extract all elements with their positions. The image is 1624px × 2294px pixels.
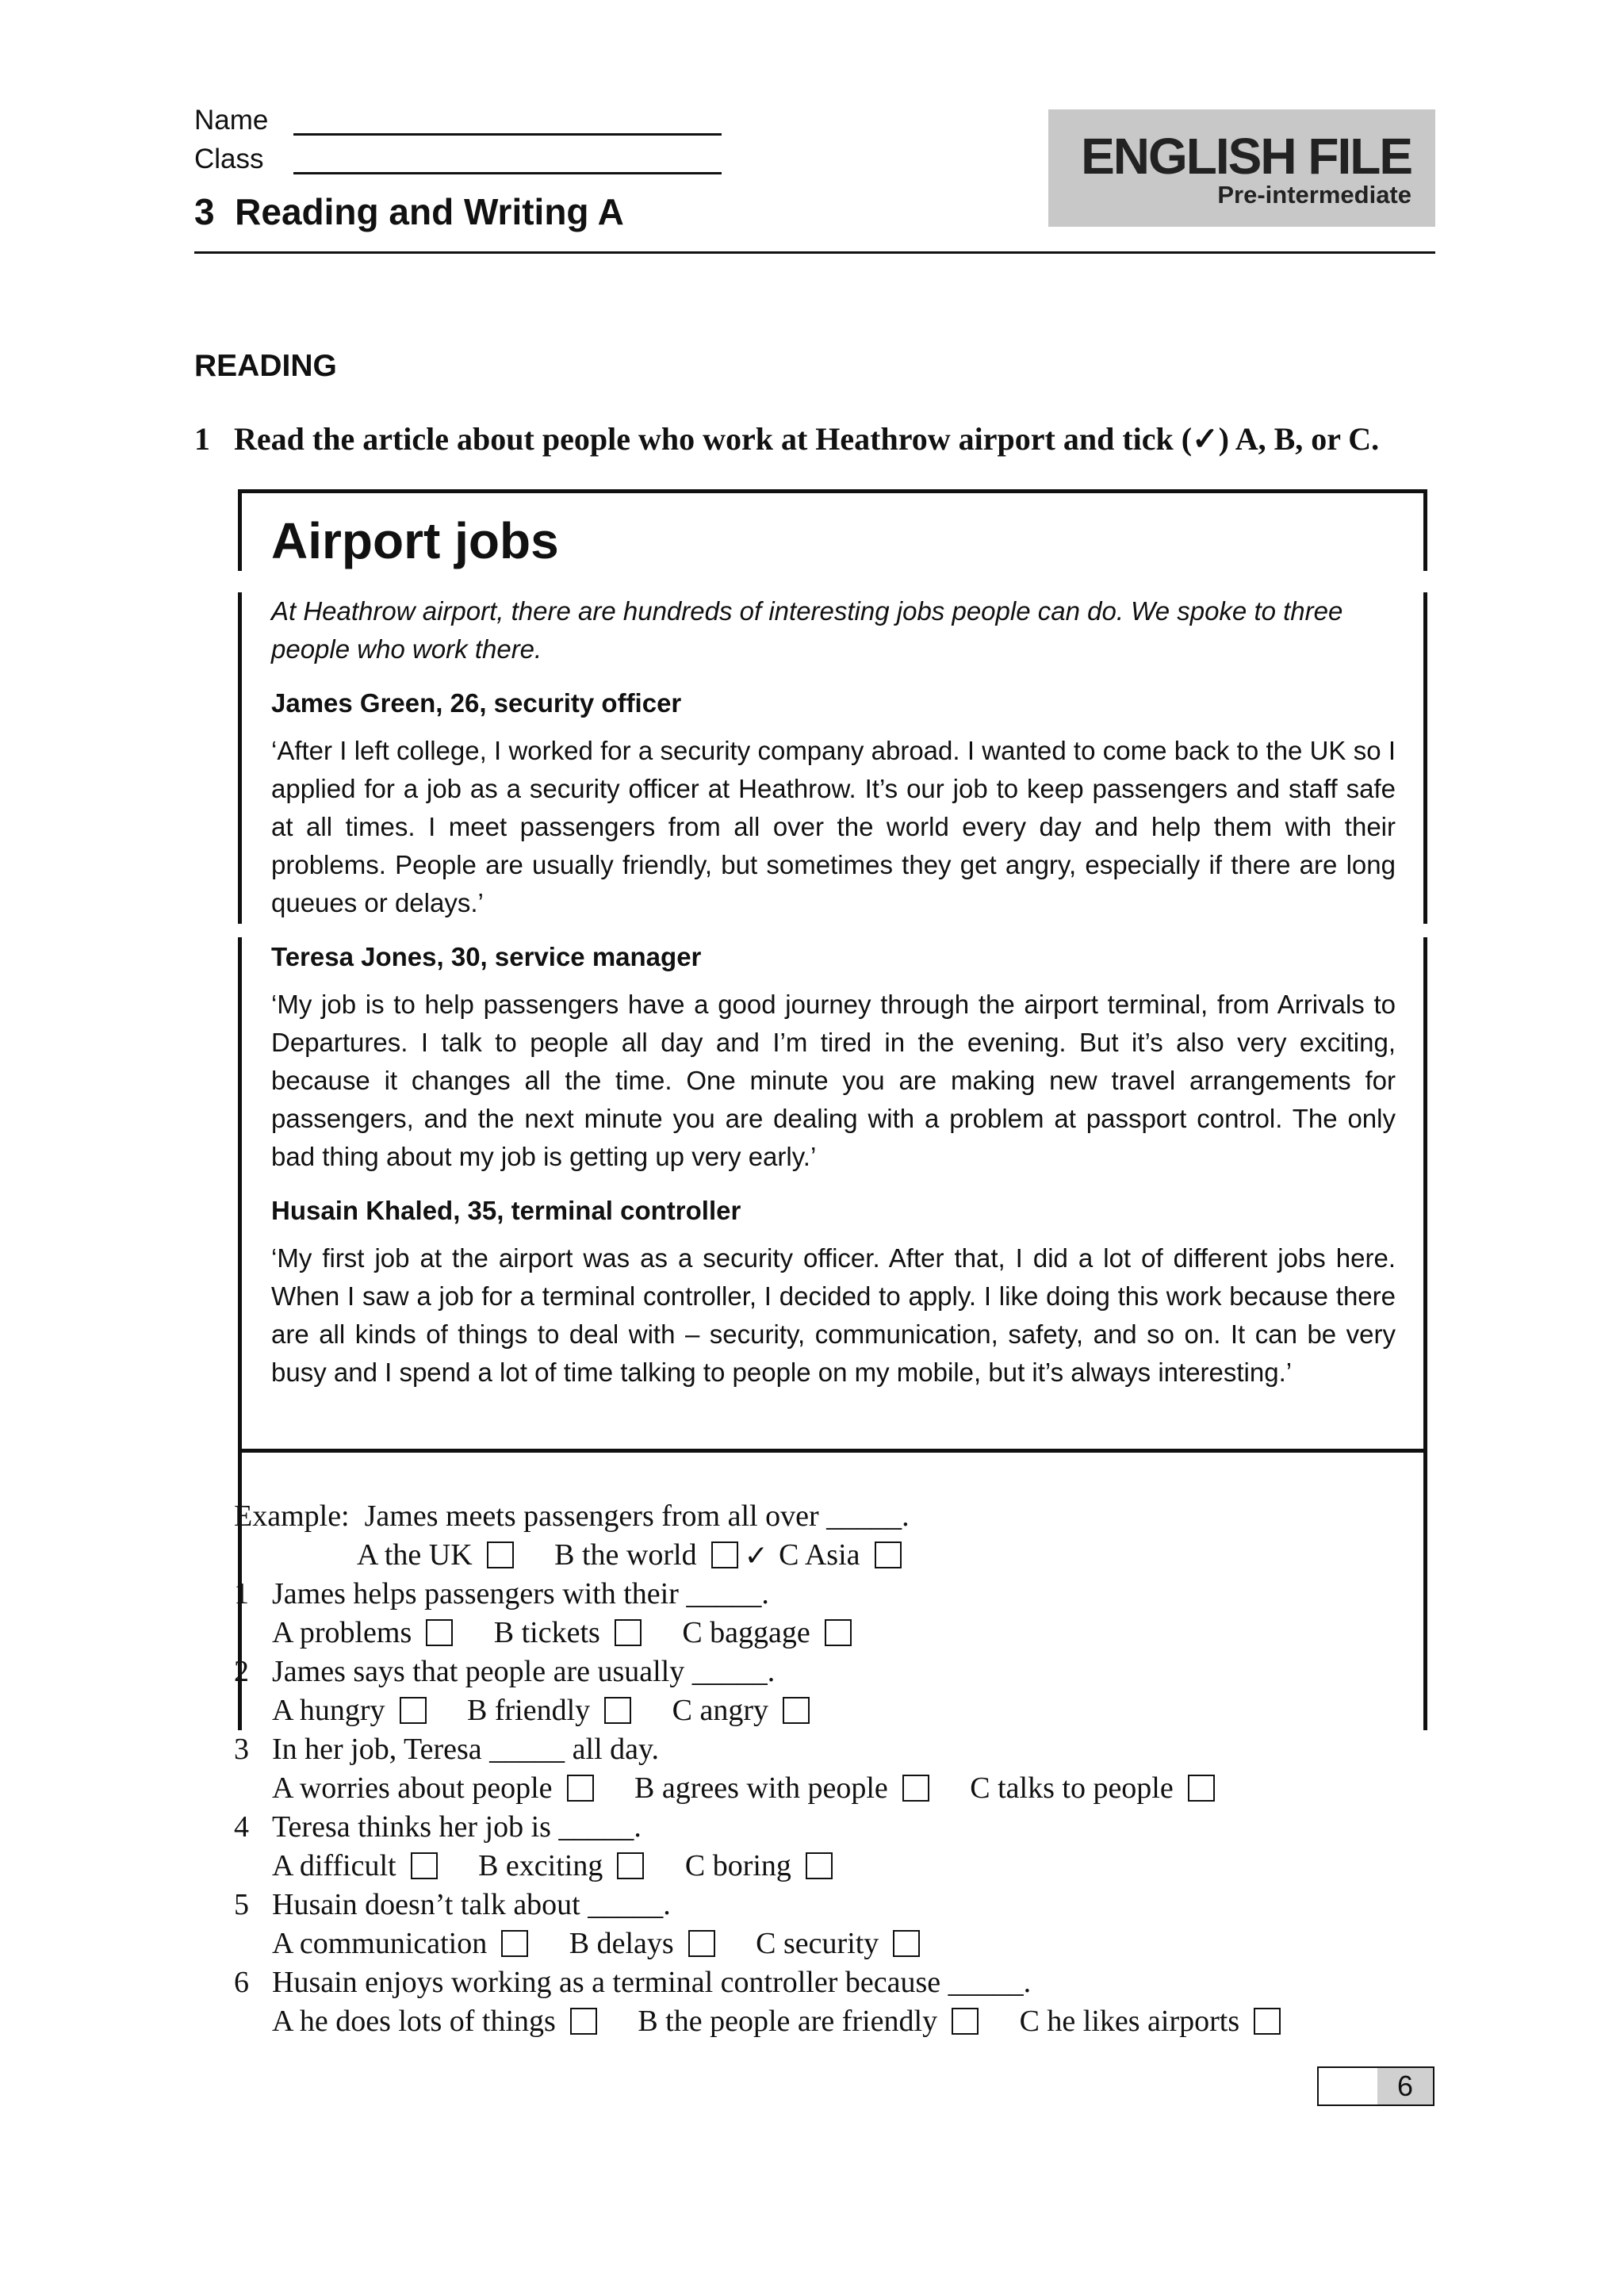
instruction-text: Read the article about people who work at Heathrow airport and tick (✓) A, B, or C.: [234, 421, 1380, 457]
checkbox[interactable]: [400, 1697, 427, 1724]
option: C he likes airports: [1020, 2002, 1281, 2041]
brand-level: Pre-intermediate: [1217, 181, 1411, 209]
section-heading: READING: [194, 349, 337, 383]
option: A difficult: [272, 1847, 438, 1886]
article-intro: At Heathrow airport, there are hundreds of interesting jobs people can do. We spoke to three people who work there.: [271, 596, 1343, 664]
checkbox[interactable]: [902, 1775, 929, 1802]
name-input-line[interactable]: [293, 133, 722, 136]
question-number: 1: [234, 1577, 249, 1610]
question: [234, 1653, 1423, 1691]
person-quote: ‘My job is to help passengers have a good journey through the airport terminal, from Arrivals to Departures. I talk to people all day and I’m tired in the evening. But it’s also very exciting, because it changes all the time. One minute you are making new travel arrangements for passengers, and the next minute you are dealing with a problem at passport control. The only bad thing about my job is getting up very early.’: [271, 990, 1396, 1171]
checkbox[interactable]: [501, 1930, 528, 1957]
question-options: [234, 2002, 1423, 2041]
question-options: [234, 1691, 1423, 1730]
name-field: [194, 105, 289, 136]
person-name: Husain Khaled, 35, terminal controller: [271, 1196, 741, 1225]
option: B the people are friendly: [638, 2002, 979, 2041]
question-stem: In her job, Teresa _____ all day.: [272, 1733, 660, 1766]
checkbox[interactable]: [1254, 2008, 1281, 2035]
article-border-right-3: [1423, 937, 1427, 1730]
class-input-line[interactable]: [293, 172, 722, 174]
option: B friendly: [467, 1691, 631, 1730]
option: A communication: [272, 1924, 528, 1963]
score-box: [1317, 2066, 1434, 2106]
article-title: Airport jobs: [271, 512, 559, 569]
checkbox[interactable]: [893, 1930, 920, 1957]
checkbox[interactable]: [487, 1541, 514, 1568]
question: [234, 1575, 1423, 1614]
name-label: Name: [194, 105, 269, 136]
score-total: 6: [1377, 2068, 1433, 2104]
brand-name: ENGLISH FILE: [1081, 128, 1411, 185]
question-options: [234, 1769, 1423, 1808]
option: B the world ✓: [554, 1536, 737, 1575]
class-field: [194, 144, 289, 175]
question-number: 5: [234, 1888, 249, 1921]
unit-number: 3: [194, 191, 215, 232]
question-number: 3: [234, 1733, 249, 1766]
option: C talks to people: [970, 1769, 1214, 1808]
question-stem: Husain enjoys working as a terminal controller because _____.: [272, 1966, 1032, 1999]
option: A hungry: [272, 1691, 427, 1730]
option: C boring: [685, 1847, 833, 1886]
article-border-right-1: [1423, 489, 1427, 571]
checkbox[interactable]: [875, 1541, 902, 1568]
article-border-right-2: [1423, 592, 1427, 924]
option: B agrees with people: [634, 1769, 929, 1808]
question-options: [234, 1847, 1423, 1886]
person-name: Teresa Jones, 30, service manager: [271, 942, 702, 971]
brand-logo: [1048, 109, 1435, 227]
article-border-left-2: [238, 592, 242, 924]
score-input[interactable]: [1319, 2068, 1379, 2104]
questions: [234, 1497, 1423, 2041]
checkbox[interactable]: [1188, 1775, 1215, 1802]
option: C angry: [672, 1691, 810, 1730]
checkbox[interactable]: [570, 2008, 597, 2035]
question: [234, 1963, 1423, 2002]
example-question: [234, 1497, 1423, 1536]
checkbox[interactable]: [806, 1852, 833, 1879]
checkbox[interactable]: [825, 1619, 852, 1646]
question: [234, 1808, 1423, 1847]
checkbox[interactable]: [617, 1852, 644, 1879]
example-options: [234, 1536, 1423, 1575]
article-box: [238, 489, 1427, 1453]
option: C security: [756, 1924, 920, 1963]
question: [234, 1886, 1423, 1924]
question-options: [234, 1924, 1423, 1963]
question-stem: James helps passengers with their _____.: [272, 1577, 769, 1610]
option: A the UK: [357, 1536, 514, 1575]
checkbox[interactable]: [615, 1619, 642, 1646]
person-quote: ‘After I left college, I worked for a security company abroad. I wanted to come back to the UK so I applied for a job as a security officer at Heathrow. It’s our job to keep passengers and staff safe at all times. I meet passengers from all over the world every day and help them with their problems. People are usually friendly, but sometimes they get angry, especially if there are long queues or delays.’: [271, 736, 1396, 917]
option: A worries about people: [272, 1769, 594, 1808]
example-label: Example:: [234, 1499, 350, 1533]
option: B tickets: [494, 1614, 642, 1653]
checkbox[interactable]: [567, 1775, 594, 1802]
class-label: Class: [194, 144, 264, 174]
option: B delays: [569, 1924, 715, 1963]
header-divider: [194, 251, 1435, 254]
checkbox-checked[interactable]: [711, 1540, 768, 1572]
instruction: [194, 420, 1379, 458]
article-border-bottom: [238, 1449, 1427, 1453]
option: B exciting: [478, 1847, 644, 1886]
question-stem: Husain doesn’t talk about _____.: [272, 1888, 671, 1921]
question-stem: Teresa thinks her job is _____.: [272, 1810, 642, 1844]
checkbox[interactable]: [604, 1697, 631, 1724]
question-number: 6: [234, 1966, 249, 1999]
option: A he does lots of things: [272, 2002, 597, 2041]
question-number: 4: [234, 1810, 249, 1844]
option: C baggage: [682, 1614, 851, 1653]
article-border-top: [238, 489, 1427, 493]
article-border-left-1: [238, 489, 242, 571]
checkbox[interactable]: [411, 1852, 438, 1879]
person-name: James Green, 26, security officer: [271, 688, 682, 718]
checkbox[interactable]: [688, 1930, 715, 1957]
checkbox[interactable]: [783, 1697, 810, 1724]
article-body: [271, 592, 1396, 1407]
tick-icon: ✓: [744, 1540, 768, 1572]
checkbox[interactable]: [426, 1619, 453, 1646]
option: C Asia: [779, 1536, 901, 1575]
person-quote: ‘My first job at the airport was as a security officer. After that, I did a lot of different jobs here. When I saw a job for a terminal controller, I decided to apply. I like doing this work because there are all kinds of things to deal with – security, communication, safety, and so on. It can be very busy and I spend a lot of time talking to people on my mobile, but it’s always interesting.’: [271, 1243, 1396, 1387]
unit-title: Reading and Writing A: [235, 191, 624, 232]
question: [234, 1730, 1423, 1769]
question-number: 2: [234, 1655, 249, 1688]
checkbox[interactable]: [952, 2008, 979, 2035]
question-options: [234, 1614, 1423, 1653]
option: A problems: [272, 1614, 453, 1653]
page-title: [194, 190, 624, 233]
instruction-number: 1: [194, 421, 210, 457]
question-stem: James says that people are usually _____.: [272, 1655, 776, 1688]
example-stem: James meets passengers from all over _____.: [364, 1499, 910, 1533]
